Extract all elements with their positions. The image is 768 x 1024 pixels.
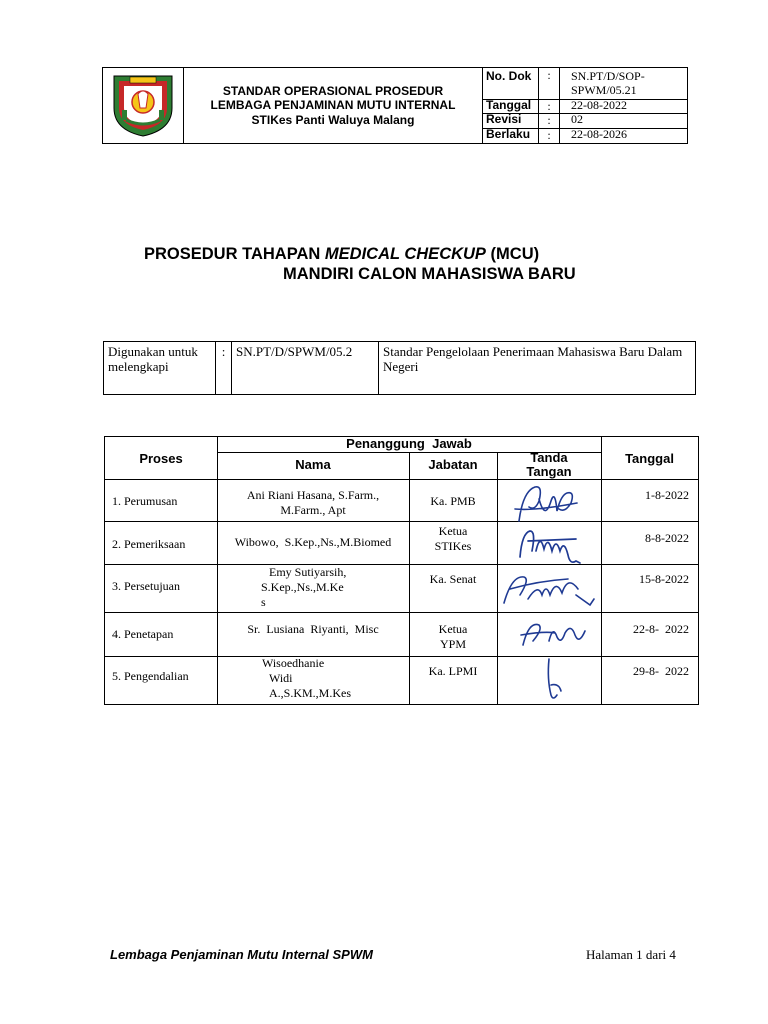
usage-label: Digunakan untuk melengkapi — [104, 342, 216, 394]
footer-institution: Lembaga Penjaminan Mutu Internal SPWM — [110, 947, 373, 962]
row1-proses: 1. Perumusan — [112, 494, 178, 508]
meta-row-no-dok — [483, 68, 687, 100]
row2-jabatan-line: STIKes — [434, 539, 472, 553]
row1-jabatan: Ka. PMB — [430, 494, 476, 508]
usage-code: SN.PT/D/SPWM/05.2 — [232, 342, 379, 394]
row5-jabatan: Ka. LPMI — [428, 664, 478, 678]
signature-3 — [498, 565, 603, 613]
signature-4 — [515, 615, 595, 655]
approval-table — [104, 436, 699, 705]
row4-jabatan-line: YPM — [439, 637, 466, 651]
col-divider — [217, 437, 218, 704]
row5-nama — [262, 656, 351, 701]
row5-nama-line: Widi — [269, 671, 293, 685]
row-divider — [105, 521, 698, 522]
row3-tanggal: 15-8-2022 — [639, 572, 689, 586]
meta-separator: : — [538, 128, 560, 143]
row1-nama-line: Ani Riani Hasana, S.Farm., — [246, 488, 380, 502]
header-title-line-2: LEMBAGA PENJAMINAN MUTU INTERNAL — [210, 98, 456, 113]
row5-nama-line: Wisoedhanie — [262, 656, 325, 670]
row4-nama: Sr. Lusiana Riyanti, Misc — [247, 622, 379, 636]
title-italic: MEDICAL CHECKUP — [324, 245, 486, 263]
row1-nama — [217, 488, 409, 518]
row5-proses: 5. Pengendalian — [112, 669, 189, 683]
header-nama: Nama — [295, 457, 331, 472]
meta-separator: : — [538, 68, 560, 99]
row5-tanggal: 29-8- 2022 — [633, 664, 689, 678]
header-title — [184, 68, 483, 143]
meta-key: Tanggal — [486, 98, 532, 112]
title-suffix: (MCU) — [485, 245, 540, 263]
meta-separator: : — [538, 113, 560, 128]
header-penanggung-jawab: Penanggung Jawab — [346, 436, 472, 451]
meta-value: 22-08-2026 — [571, 127, 627, 141]
header-title-line-3: STIKes Panti Waluya Malang — [251, 112, 415, 127]
row-divider — [105, 656, 698, 657]
usage-separator: : — [216, 342, 232, 394]
document-title-line-2: MANDIRI CALON MAHASISWA BARU — [283, 265, 576, 283]
row2-tanggal: 8-8-2022 — [645, 531, 689, 545]
meta-key: Revisi — [486, 112, 522, 126]
row3-proses: 3. Persetujuan — [112, 579, 180, 593]
meta-key: Berlaku — [486, 127, 531, 141]
meta-key: No. Dok — [486, 69, 532, 83]
institution-logo — [108, 72, 178, 138]
meta-value: 02 — [571, 112, 583, 126]
row2-proses: 2. Pemeriksaan — [112, 537, 186, 551]
row2-jabatan — [409, 524, 497, 554]
row2-jabatan-line: Ketua — [438, 524, 468, 538]
logo-cell — [103, 68, 184, 143]
row3-nama-line: s — [261, 595, 266, 609]
row4-proses: 4. Penetapan — [112, 627, 174, 641]
document-title-line-1 — [144, 245, 539, 264]
row2-nama: Wibowo, S.Kep.,Ns.,M.Biomed — [234, 535, 392, 549]
row3-nama-line: Emy Sutiyarsih, — [269, 565, 347, 579]
header-title-line-1: STANDAR OPERASIONAL PROSEDUR — [222, 83, 444, 98]
header-jabatan: Jabatan — [428, 457, 478, 472]
meta-value: SN.PT/D/SOP-SPWM/05.21 — [571, 69, 645, 97]
signature-5 — [535, 655, 575, 705]
usage-description: Standar Pengelolaan Penerimaan Mahasiswa Baru Dalam Negeri — [383, 344, 683, 374]
row4-tanggal: 22-8- 2022 — [633, 622, 689, 636]
header-tanggal: Tanggal — [625, 451, 674, 466]
row1-tanggal: 1-8-2022 — [645, 488, 689, 502]
row1-nama-line: M.Farm., Apt — [280, 503, 346, 517]
header-meta — [483, 68, 687, 143]
row3-nama — [261, 565, 346, 610]
row3-jabatan: Ka. Senat — [429, 572, 477, 586]
usage-table — [103, 341, 696, 395]
row-divider — [105, 479, 698, 480]
document-header — [102, 67, 688, 144]
footer-page-number: Halaman 1 dari 4 — [586, 947, 676, 962]
meta-row-berlaku — [483, 128, 687, 143]
row-divider — [105, 564, 698, 565]
row-divider — [105, 612, 698, 613]
meta-separator: : — [538, 99, 560, 113]
row5-nama-line: A.,S.KM.,M.Kes — [269, 686, 352, 700]
signature-2 — [510, 521, 590, 567]
title-prefix: PROSEDUR TAHAPAN — [144, 245, 325, 263]
row3-nama-line: S.Kep.,Ns.,M.Ke — [261, 580, 344, 594]
header-tanda-tangan: Tanda Tangan — [526, 450, 572, 479]
meta-value: 22-08-2022 — [571, 98, 627, 112]
row4-jabatan — [409, 622, 497, 652]
header-proses: Proses — [139, 451, 183, 466]
row4-jabatan-line: Ketua — [438, 622, 468, 636]
